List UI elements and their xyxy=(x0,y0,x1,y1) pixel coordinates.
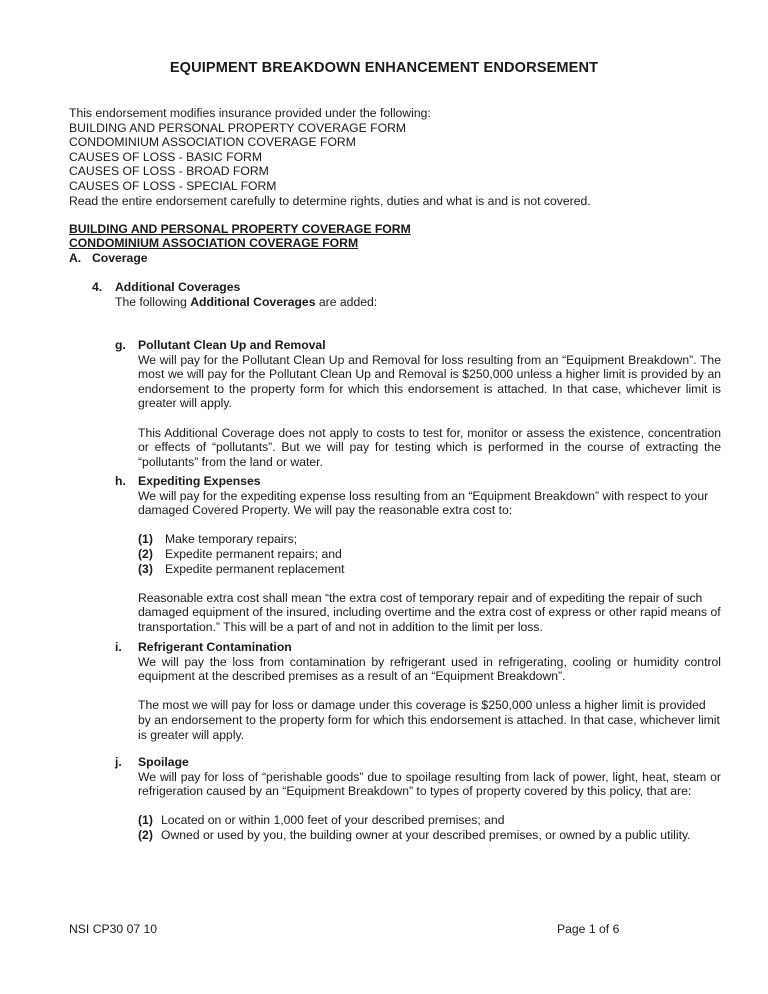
list-item: (1) Located on or within 1,000 feet of your described premises; and xyxy=(138,813,505,828)
numbered-list xyxy=(138,532,721,576)
item-4-label: 4. xyxy=(92,280,103,294)
item-label: j. xyxy=(115,755,122,769)
intro-block xyxy=(69,106,431,194)
document-title: EQUIPMENT BREAKDOWN ENHANCEMENT ENDORSEMENT xyxy=(169,60,599,76)
item-label: i. xyxy=(115,640,122,654)
item-paragraph: This Additional Coverage does not apply to costs to test for, monitor or assess the existence, concentration or effects of “pollutants”. But we will pay for testing which is performed in the course of extracting the “pollutants” from the land or water. xyxy=(138,425,721,469)
item-label: g. xyxy=(115,338,126,352)
item-paragraph: We will pay for loss of “perishable goods” due to spoilage resulting from lack of power, light, heat, steam or refrigeration caused by an “Equipment Breakdown” to types of property covered by this policy, that are: xyxy=(138,769,721,799)
item-paragraph: The most we will pay for loss or damage under this coverage is $250,000 unless a higher limit is provided by an endorsement to the property form for which this endorsement is attached. In that case, whichever limit is greater will apply. xyxy=(138,698,720,742)
list-item: (2) Owned or used by you, the building owner at your described premises, or owned by a public utility. xyxy=(138,827,691,842)
intro-lead: This endorsement modifies insurance provided under the following: xyxy=(69,106,431,120)
part-a-label: A. xyxy=(69,251,82,265)
part-a-title: Coverage xyxy=(92,251,148,265)
item-paragraph: Reasonable extra cost shall mean “the extra cost of temporary repair and of expediting the repair of such damaged equipment of the insured, including overtime and the extra cost of express or other rapid means of transportation.” This will be a part of and not in addition to the limit per loss. xyxy=(138,590,721,634)
item-paragraph: We will pay for the expediting expense loss resulting from an “Equipment Breakdown” with respect to your damaged Covered Property. We will pay the reasonable extra cost to: xyxy=(138,488,709,518)
item-4-subtitle: The following Additional Coverages are added: xyxy=(115,295,378,309)
section-heading: CONDOMINIUM ASSOCIATION COVERAGE FORM xyxy=(69,236,359,251)
read-notice: Read the entire endorsement carefully to determine rights, duties and what is and is not covered. xyxy=(69,194,591,208)
item-4-title: Additional Coverages xyxy=(115,280,241,294)
form-name: BUILDING AND PERSONAL PROPERTY COVERAGE FORM xyxy=(69,120,407,135)
item-title: Pollutant Clean Up and Removal xyxy=(138,338,326,352)
item-title: Expediting Expenses xyxy=(138,474,261,488)
list-item: (2) Expedite permanent repairs; and xyxy=(138,546,342,561)
item-label: h. xyxy=(115,474,126,488)
section-headings xyxy=(69,222,411,251)
list-item: (3) Expedite permanent replacement xyxy=(138,561,345,576)
form-number: NSI CP30 07 10 xyxy=(69,922,158,936)
item-paragraph: We will pay the loss from contamination by refrigerant used in refrigerating, cooling or humidity control equipment at the described premises as a result of an “Equipment Breakdown”. xyxy=(138,654,721,684)
item-title: Spoilage xyxy=(138,755,189,769)
list-item: (1) Make temporary repairs; xyxy=(138,532,298,547)
form-name: CONDOMINIUM ASSOCIATION COVERAGE FORM xyxy=(69,135,356,150)
item-paragraph: We will pay for the Pollutant Clean Up and Removal for loss resulting from an “Equipment Breakdown”. The most we will pay for the Pollutant Clean Up and Removal is $250,000 unless a higher limit is provided by an endorsement to the property form for which this endorsement is attached. In that case, whichever limit is greater will apply. xyxy=(138,352,721,411)
part-a-heading xyxy=(69,251,148,266)
section-heading: BUILDING AND PERSONAL PROPERTY COVERAGE FORM xyxy=(69,222,411,236)
form-name: CAUSES OF LOSS - SPECIAL FORM xyxy=(69,178,277,193)
item-title: Refrigerant Contamination xyxy=(138,640,292,654)
form-name: CAUSES OF LOSS - BROAD FORM xyxy=(69,164,269,179)
numbered-list xyxy=(138,813,721,842)
page-number: Page 1 of 6 xyxy=(557,922,620,936)
form-name: CAUSES OF LOSS - BASIC FORM xyxy=(69,149,263,164)
